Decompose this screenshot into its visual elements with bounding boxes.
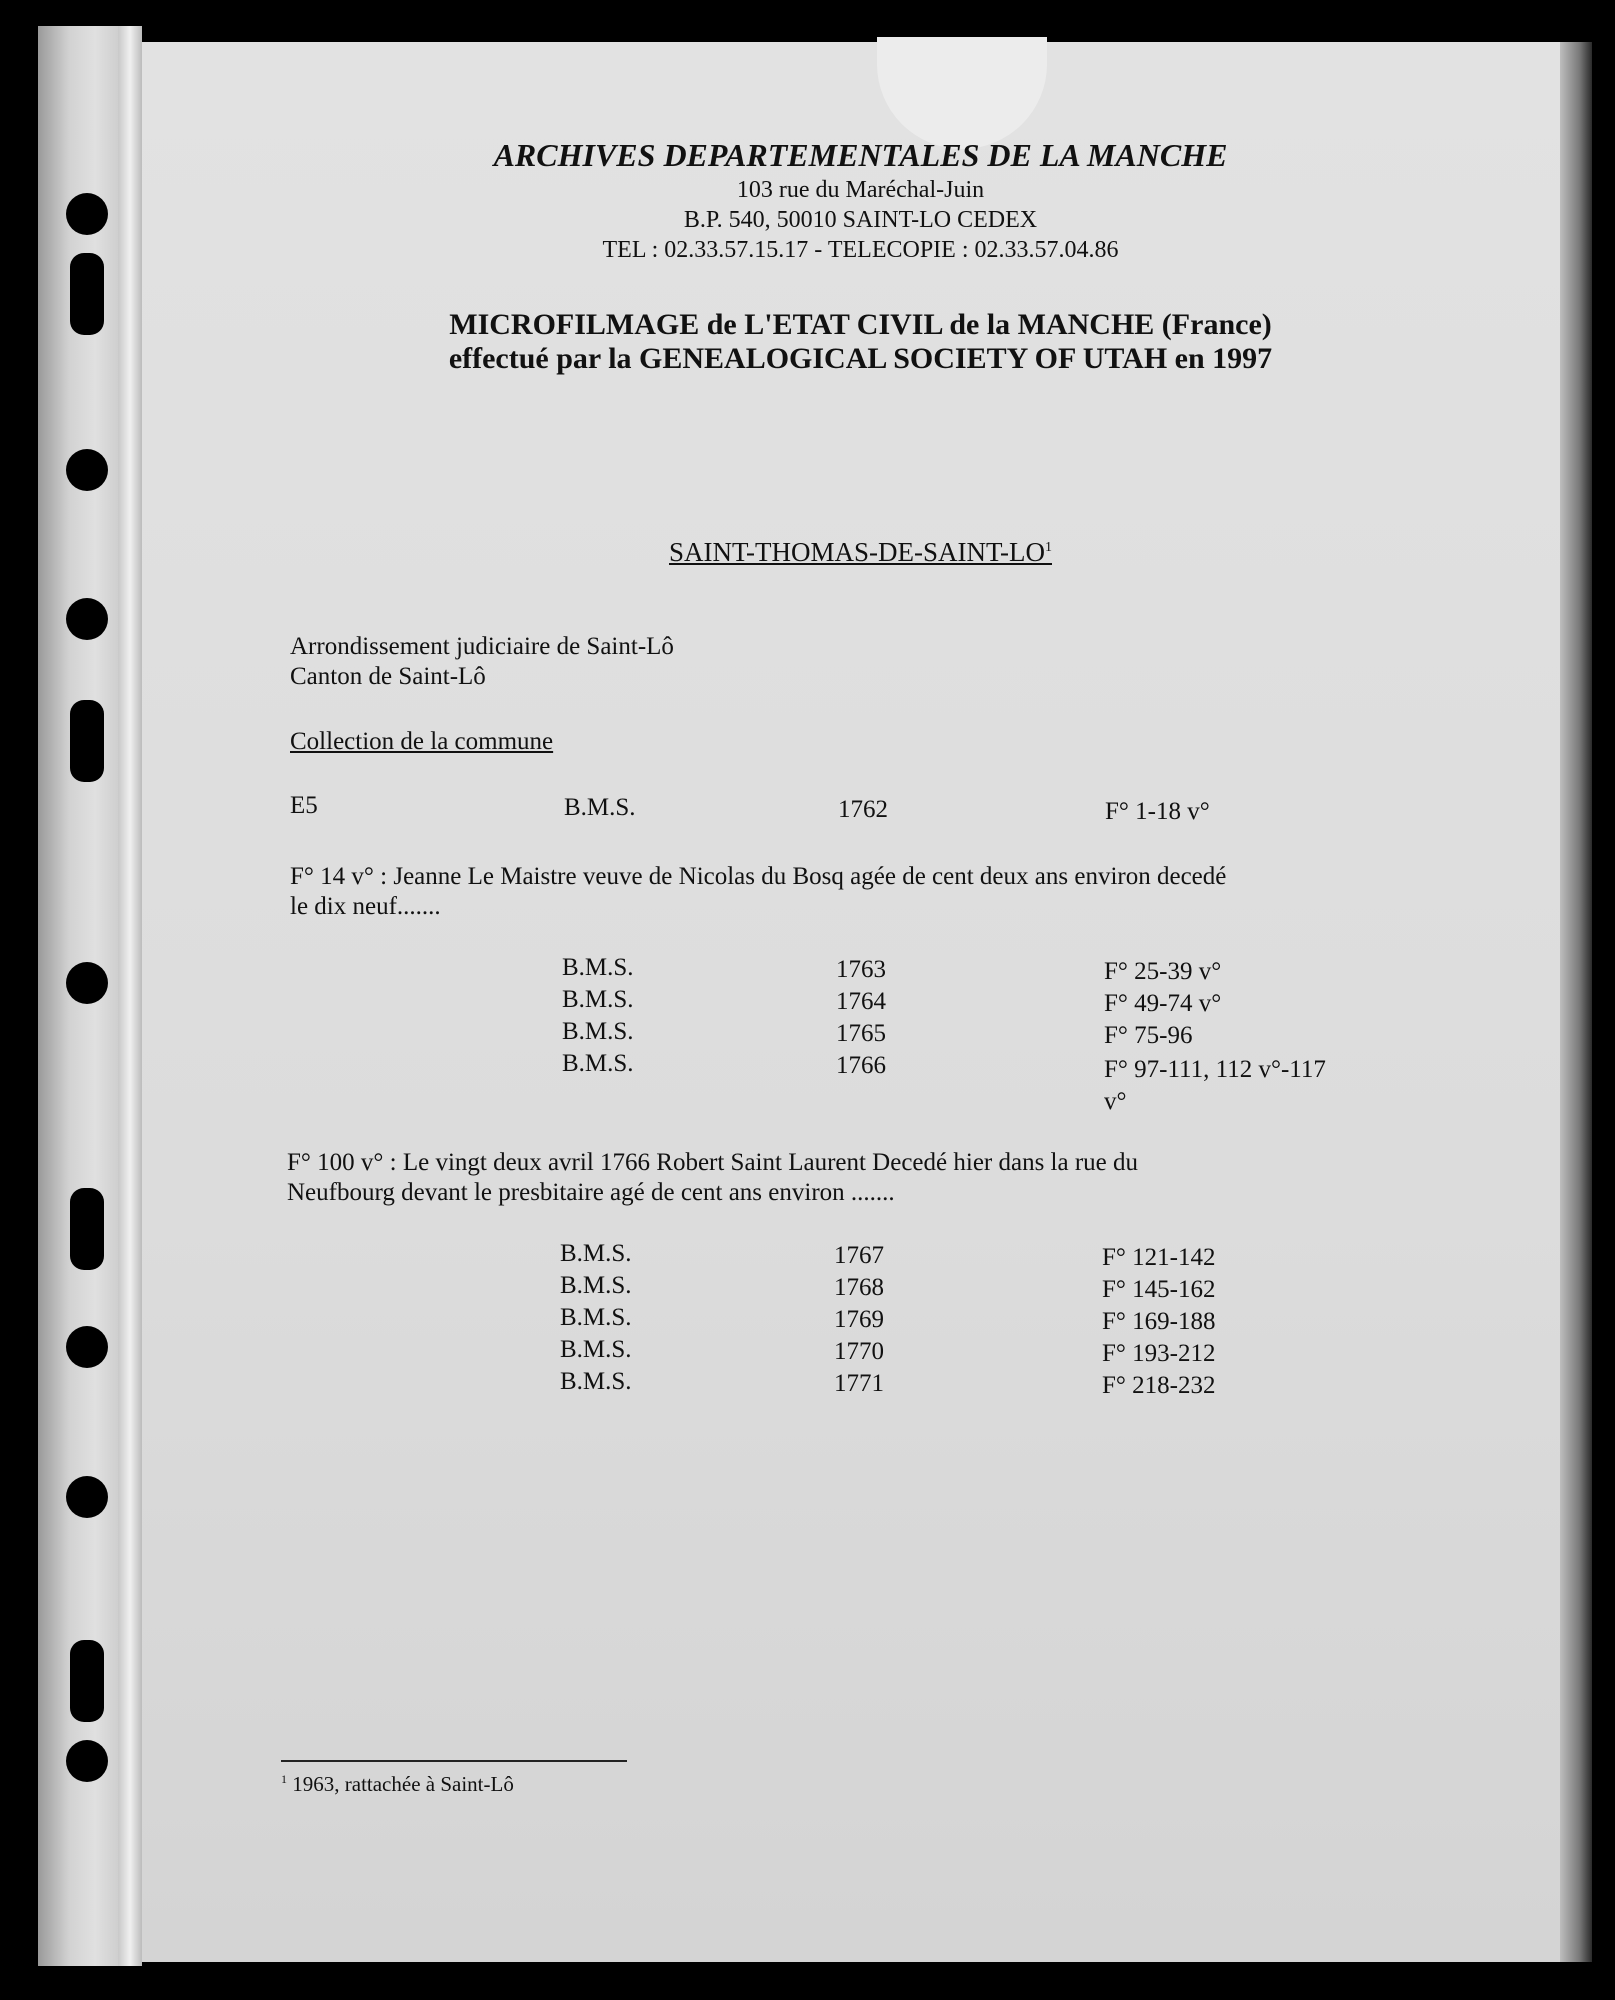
sleeve-strip-edge: [118, 26, 142, 1966]
record-type: B.M.S.: [560, 1272, 632, 1299]
record-folios: F° 121-142: [1102, 1244, 1216, 1271]
record-type: B.M.S.: [562, 986, 634, 1013]
record-year: 1766: [836, 1052, 886, 1079]
institution-name: ARCHIVES DEPARTEMENTALES DE LA MANCHE: [493, 137, 1228, 173]
record-year: 1769: [834, 1306, 884, 1333]
punch-hole: [70, 1640, 104, 1722]
main-title-line1: MICROFILMAGE de L'ETAT CIVIL de la MANCHE (France): [449, 308, 1272, 341]
punch-hole: [66, 193, 108, 235]
record-folios: F° 1-18 v°: [1105, 798, 1210, 825]
footnote-mark: 1: [281, 1772, 287, 1786]
commune-name: [142, 537, 1579, 568]
record-cote: E5: [290, 792, 318, 819]
arrondissement: Arrondissement judiciaire de Saint-Lô: [290, 633, 674, 660]
record-year: 1762: [838, 796, 888, 823]
note2-line2: Neufbourg devant le presbitaire agé de cent ans environ .......: [287, 1179, 895, 1206]
record-year: 1768: [834, 1274, 884, 1301]
footnote: [281, 1772, 514, 1797]
record-folios: F° 218-232: [1102, 1372, 1216, 1399]
commune-name-text: SAINT-THOMAS-DE-SAINT-LO: [669, 537, 1045, 567]
record-folios: F° 193-212: [1102, 1340, 1216, 1367]
canton: Canton de Saint-Lô: [290, 663, 486, 690]
punch-hole: [70, 700, 104, 782]
record-year: 1764: [836, 988, 886, 1015]
punch-hole: [66, 1326, 108, 1368]
record-folios: F° 97-111, 112 v°-117: [1104, 1056, 1326, 1083]
record-year: 1765: [836, 1020, 886, 1047]
punch-hole: [70, 1188, 104, 1270]
record-type: B.M.S.: [562, 1050, 634, 1077]
record-year: 1767: [834, 1242, 884, 1269]
record-year: 1771: [834, 1370, 884, 1397]
punch-hole: [66, 1740, 108, 1782]
sleeve-right-edge: [1560, 42, 1592, 1962]
note1-line2: le dix neuf.......: [290, 893, 441, 920]
footnote-text: 1963, rattachée à Saint-Lô: [292, 1772, 514, 1796]
punch-hole: [66, 1476, 108, 1518]
punch-hole: [66, 449, 108, 491]
contact-phone-fax: TEL : 02.33.57.15.17 - TELECOPIE : 02.33.57.04.86: [602, 237, 1119, 263]
record-type: B.M.S.: [562, 1018, 634, 1045]
record-year: 1763: [836, 956, 886, 983]
address-street: 103 rue du Maréchal-Juin: [736, 177, 985, 203]
record-folios: F° 49-74 v°: [1104, 990, 1222, 1017]
collection-heading: Collection de la commune: [290, 728, 554, 755]
record-type: B.M.S.: [560, 1304, 632, 1331]
record-type: B.M.S.: [560, 1368, 632, 1395]
main-title-line2: effectué par la GENEALOGICAL SOCIETY OF UTAH en 1997: [448, 342, 1273, 375]
record-type: B.M.S.: [560, 1336, 632, 1363]
record-type: B.M.S.: [564, 794, 636, 821]
document-page: [142, 42, 1579, 1962]
address-postal: B.P. 540, 50010 SAINT-LO CEDEX: [683, 207, 1038, 233]
footnote-separator: [281, 1760, 627, 1762]
record-type: B.M.S.: [562, 954, 634, 981]
record-folios: F° 145-162: [1102, 1276, 1216, 1303]
sleeve-notch: [877, 37, 1047, 149]
footnote-reference: 1: [1045, 540, 1052, 555]
record-folios-continued: v°: [1104, 1088, 1127, 1115]
record-folios: F° 75-96: [1104, 1022, 1193, 1049]
punch-hole: [66, 598, 108, 640]
record-folios: F° 25-39 v°: [1104, 958, 1222, 985]
note2-line1: F° 100 v° : Le vingt deux avril 1766 Robert Saint Laurent Decedé hier dans la rue du: [287, 1149, 1139, 1176]
punch-hole: [66, 962, 108, 1004]
record-type: B.M.S.: [560, 1240, 632, 1267]
record-folios: F° 169-188: [1102, 1308, 1216, 1335]
record-year: 1770: [834, 1338, 884, 1365]
note1-line1: F° 14 v° : Jeanne Le Maistre veuve de Nicolas du Bosq agée de cent deux ans environ decedé: [290, 863, 1227, 890]
punch-hole: [70, 253, 104, 335]
